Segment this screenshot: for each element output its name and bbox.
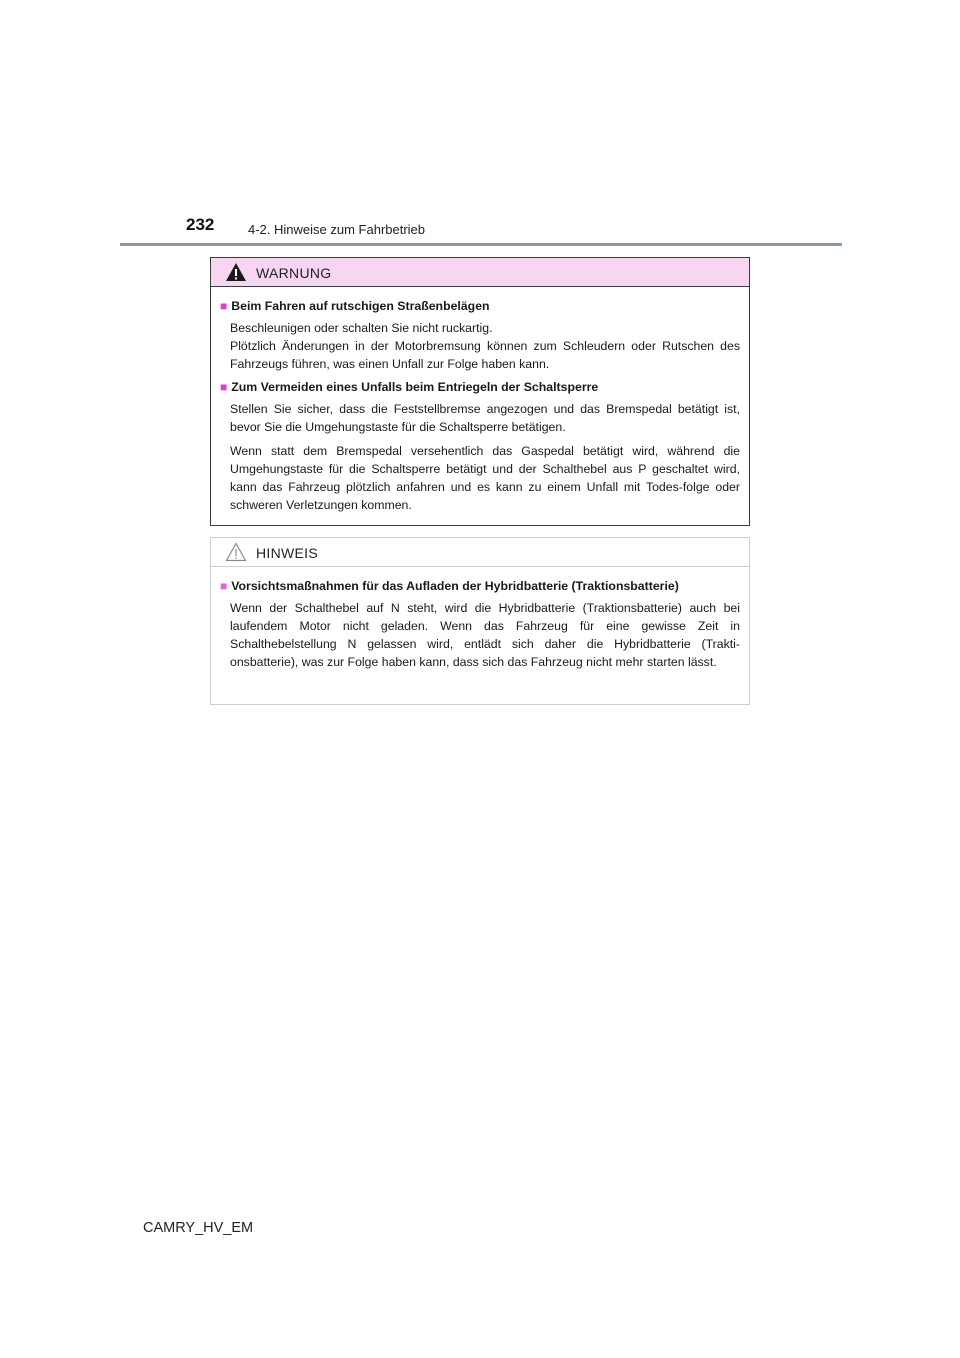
page-number: 232 xyxy=(186,215,215,234)
caution-outline-triangle-icon xyxy=(225,542,247,562)
warning-item-2-para-2: Wenn statt dem Bremspedal versehentlich das Gaspedal betätigt wird, während die Umgehungstaste für die Schaltsperre betätigt und der Schalthebel aus P geschaltet wird, kann das Fahrzeug plötzlich anfahren und es kann zu einem Unfall mit Todes-folge oder schweren Verletzungen kommen. xyxy=(230,444,740,512)
warning-item-1-para-2: Plötzlich Änderungen in der Motorbremsung können zum Schleudern oder Rutschen des Fahrzeugs führen, was einen Unfall zur Folge haben kann. xyxy=(230,339,740,371)
note-body xyxy=(211,567,749,671)
warning-item-title-2 xyxy=(220,379,740,396)
note-label: HINWEIS xyxy=(256,545,318,561)
note-header xyxy=(211,538,749,567)
item-title-text: Zum Vermeiden eines Unfalls beim Entriegeln der Schaltsperre xyxy=(231,380,599,394)
warning-item-title-1 xyxy=(220,298,740,315)
bullet-icon: ■ xyxy=(220,579,228,593)
warning-box xyxy=(210,257,750,526)
warning-label: WARNUNG xyxy=(256,265,332,281)
warning-header xyxy=(211,258,749,287)
item-title-text: Beim Fahren auf rutschigen Straßenbelägen xyxy=(231,299,490,313)
section-title: 4-2. Hinweise zum Fahrbetrieb xyxy=(248,222,426,237)
note-item-1-para-1: Wenn der Schalthebel auf N steht, wird die Hybridbatterie (Traktionsbatterie) auch bei laufendem Motor nicht geladen. Wenn das Fahrzeug für eine gewisse Zeit in Schalthebelstellung N gelassen wird, entlädt sich daher die Hybridbatterie (Trakti-onsbatterie), was zur Folge haben kann, dass sich das Fahrzeug nicht mehr starten lässt. xyxy=(230,601,740,669)
header-rule xyxy=(120,243,842,246)
footer-doc-code: CAMRY_HV_EM xyxy=(143,1220,254,1236)
note-box xyxy=(210,537,750,705)
bullet-icon: ■ xyxy=(220,299,228,313)
warning-triangle-icon xyxy=(225,262,247,282)
note-item-title-1 xyxy=(220,578,740,595)
item-title-text: Vorsichtsmaßnahmen für das Aufladen der Hybridbatterie (Traktionsbatterie) xyxy=(231,579,679,593)
warning-item-1-para-1: Beschleunigen oder schalten Sie nicht ruckartig. xyxy=(230,321,493,335)
warning-item-2-para-1: Stellen Sie sicher, dass die Feststellbremse angezogen und das Bremspedal betätigt ist, bevor Sie die Umgehungstaste für die Schaltsperre betätigen. xyxy=(230,402,740,434)
warning-body xyxy=(211,287,749,514)
bullet-icon: ■ xyxy=(220,380,228,394)
